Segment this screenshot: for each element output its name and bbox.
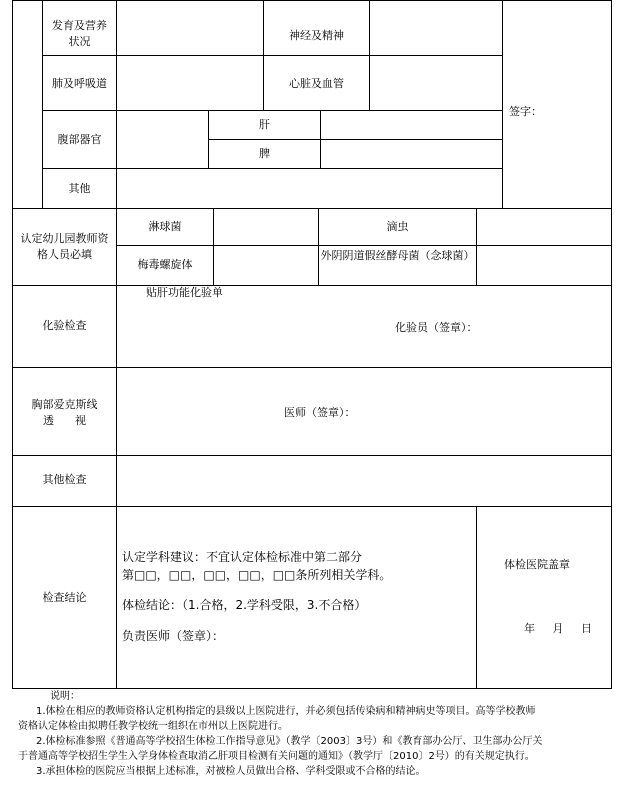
xray-sign-label: 医师（签章）：	[284, 406, 356, 419]
note-line-3: 2.体检标准参照《普通高等学校招生体检工作指导意见》（教学〔2003〕3号）和《教育部办公厅、卫生部办公厅关	[36, 736, 543, 747]
syphilis-label: 梅毒螺旋体	[137, 258, 193, 271]
subject-suggestion-line1: 认定学科建议：不宜认定体检标准中第二部分	[122, 550, 363, 564]
lab-subtitle: 贴肝功能化验单	[146, 286, 223, 299]
conclusion-title: 检查结论	[42, 591, 87, 604]
notes-title: 说明：	[50, 691, 80, 702]
development-label: 发育及营养 状况	[52, 19, 107, 48]
lab-title: 化验检查	[42, 319, 87, 332]
date-line: 年 月 日	[524, 622, 592, 635]
notes	[18, 689, 612, 779]
kindergarten-title: 认定幼儿园教师资 格人员必填	[20, 232, 109, 261]
heart-label: 心脏及血管	[289, 77, 344, 90]
note-line-1: 1.体检在相应的教师资格认定机构指定的县级以上医院进行，并必须包括传染病和精神病史等项目。高等学校教师	[36, 706, 536, 717]
hospital-seal-label: 体检医院盖章	[504, 558, 570, 571]
other-label: 其他	[68, 182, 91, 195]
candida-label: 外阴阴道假丝酵母菌（念球菌）	[320, 249, 475, 262]
trichomonas-label: 滴虫	[386, 220, 409, 233]
other-exam-title: 其他检查	[42, 473, 87, 486]
spleen-label: 脾	[259, 147, 270, 160]
neuro-label: 神经及精神	[289, 29, 344, 42]
signature-label: 签字：	[509, 105, 542, 118]
abdomen-label: 腹部器官	[57, 133, 102, 146]
note-line-2: 资格认定体检由拟聘任教学校统一组织在市州以上医院进行。	[18, 721, 288, 732]
lab-sign-label: 化验员（签章）：	[395, 321, 478, 334]
note-line-5: 3.承担体检的医院应当根据上述标准，对被检人员做出合格、学科受限或不合格的结论。	[36, 766, 426, 777]
xray-title: 胸部爱克斯线 透 视	[31, 398, 98, 427]
liver-label: 肝	[259, 118, 270, 131]
lung-label: 肺及呼吸道	[52, 77, 107, 90]
note-line-4: 于普通高等学校招生学生入学身体检查取消乙肝项目检测有关问题的通知》（教学厅〔2010〕2号）的有关规定执行。	[18, 751, 535, 762]
subject-suggestion-line2: 第□□，□□，□□，□□，□□条所列相关学科。	[122, 568, 392, 582]
responsible-doctor-line: 负责医师（签章）：	[122, 629, 225, 643]
gonorrhea-label: 淋球菌	[148, 220, 182, 233]
exam-result-line: 体检结论：（1.合格，2.学科受限，3.不合格）	[122, 598, 367, 612]
